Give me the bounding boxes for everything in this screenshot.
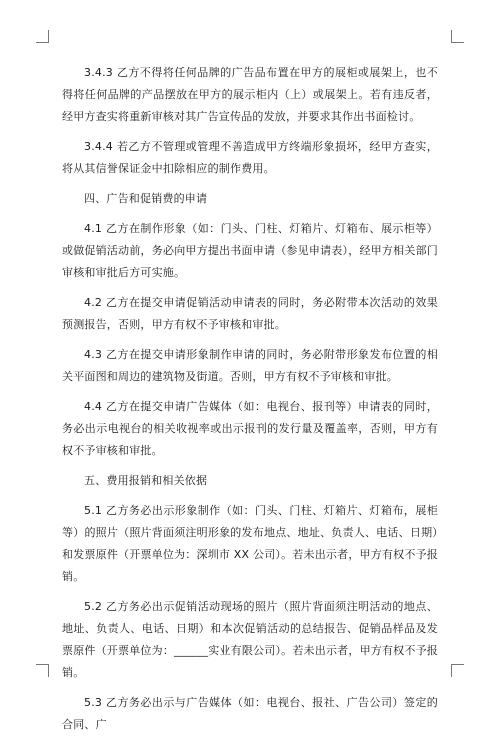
- clause-4-2: 4.2 乙方在提交申请促销活动申请表的同时，务必附带本次活动的效果预测报告，否则，甲方有权不予审核和审批。: [62, 296, 438, 331]
- clause-5-3: 5.3 乙方务必出示与广告媒体（如：电视台、报社、广告公司）签定的合同、广: [62, 696, 438, 731]
- section-heading-4: 四、广告和促销费的申请: [84, 192, 208, 205]
- clause-5-2: 5.2 乙方务必出示促销活动现场的照片（照片背面须注明活动的地点、地址、负责人、电话、日期）和本次促销活动的总结报告、促销品样品及发票原件（开票单位为：______实业有限公司）。若未出示者，甲方有权不予报销。: [62, 600, 438, 679]
- clause-3-4-3: 3.4.3 乙方不得将任何品牌的广告品布置在甲方的展柜或展架上，也不得将任何品牌的产品摆放在甲方的展示柜内（上）或展架上。若有违反者，经甲方查实将重新审核对其广告宣传品的发放，并要求其作出书面检讨。: [62, 66, 438, 123]
- clause-5-1: 5.1 乙方务必出示形象制作（如：门头、门柱、灯箱片、灯箱布，展柜等）的照片（照片背面须注明形象的发布地点、地址、负责人、电话、日期）和发票原件（开票单位为：深圳市 XX 公司）。若未出示者，甲方有权不予报销。: [62, 504, 438, 583]
- crop-mark-bottom-left: [36, 664, 49, 677]
- section-heading-5: 五、费用报销和相关依据: [84, 474, 208, 487]
- clause-4-3: 4.3 乙方在提交申请形象制作申请的同时，务必附带形象发布位置的相关平面图和周边的建筑物及街道。否则，甲方有权不予审核和审批。: [62, 348, 438, 383]
- crop-mark-bottom-right: [451, 664, 464, 677]
- document-body: [62, 62, 438, 744]
- clause-3-4-4: 3.4.4 若乙方不管理或管理不善造成甲方终端形象损坏，经甲方查实，将从其信誉保证金中扣除相应的制作费用。: [62, 140, 438, 175]
- crop-mark-top-left: [36, 30, 49, 43]
- clause-4-1: 4.1 乙方在制作形象（如：门头、门柱、灯箱片、灯箱布、展示柜等）或做促销活动前，务必向甲方提出书面申请（参见申请表），经甲方相关部门审核和审批后方可实施。: [62, 222, 438, 279]
- crop-mark-top-right: [451, 30, 464, 43]
- clause-4-4: 4.4 乙方在提交申请广告媒体（如：电视台、报刊等）申请表的同时，务必出示电视台的相关收视率或出示报刊的发行量及覆盖率，否则，甲方有权不予审核和审批。: [62, 400, 438, 457]
